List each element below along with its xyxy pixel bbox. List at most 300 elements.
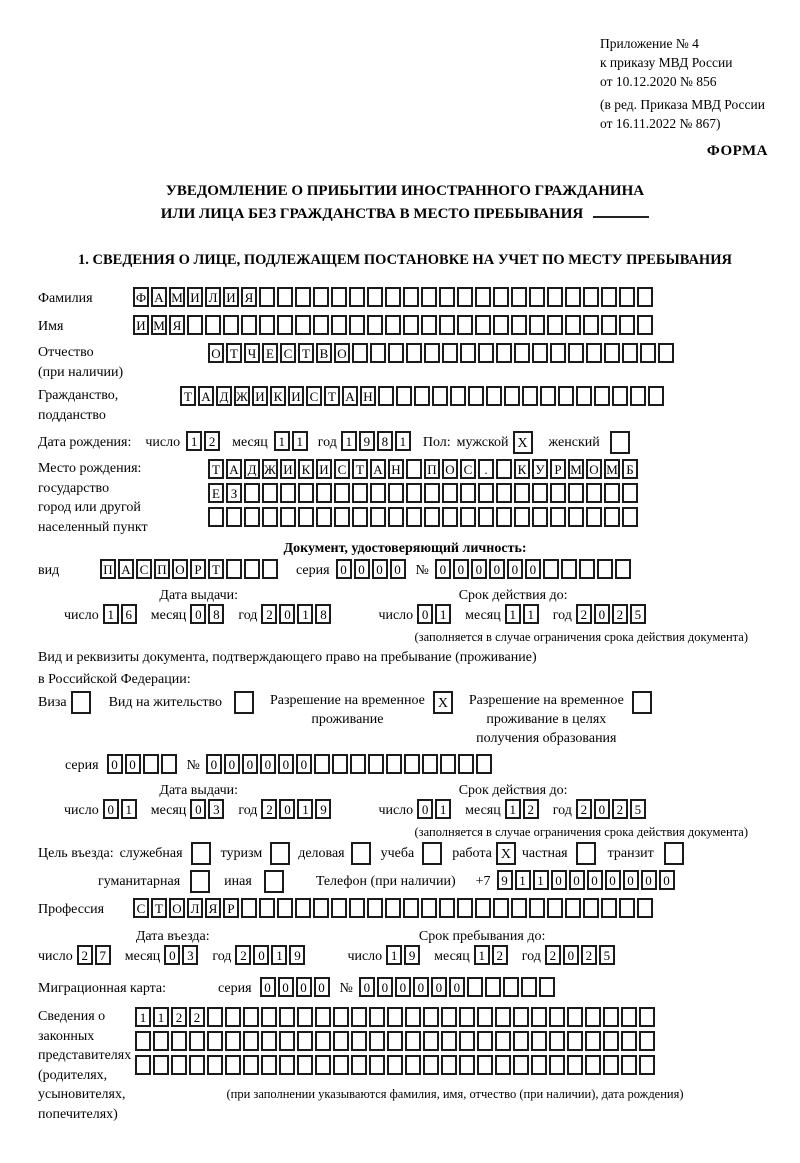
form-cell: 1 [386, 945, 402, 965]
form-cell [295, 898, 311, 918]
form-cell: 0 [359, 977, 375, 997]
form-cell [513, 1007, 529, 1027]
day-label: число [38, 949, 73, 964]
migration-series-cells [260, 977, 332, 997]
form-cell [226, 559, 242, 579]
form-cell [601, 898, 617, 918]
form-cell: И [223, 287, 239, 307]
form-cell: С [136, 559, 152, 579]
form-cell [243, 1031, 259, 1051]
form-cell [503, 977, 519, 997]
purpose-option-label: работа [452, 846, 492, 861]
entry-date-line [38, 945, 307, 969]
form-cell: 0 [417, 604, 433, 624]
form-cell: Р [223, 898, 239, 918]
form-cell [352, 483, 368, 503]
form-cell: О [334, 343, 350, 363]
identity-issue-year-cells [261, 604, 333, 624]
row-citizenship [38, 386, 772, 425]
form-cell [396, 386, 412, 406]
birth-place-label-line-4: населенный пункт [38, 519, 148, 535]
form-cell [262, 483, 278, 503]
sex-female-checkbox [610, 431, 632, 454]
form-cell [187, 315, 203, 335]
doc-type-cells [100, 559, 280, 579]
stay-month-cells [474, 945, 510, 965]
form-cell [442, 483, 458, 503]
appendix-block [600, 34, 772, 133]
form-cell [261, 1007, 277, 1027]
temp-residence-label-line-2: проживание [311, 712, 384, 727]
form-cell [496, 459, 512, 479]
form-cell: 2 [261, 604, 277, 624]
identity-valid-date-group [378, 587, 647, 628]
form-cell: 1 [435, 799, 451, 819]
form-cell [583, 315, 599, 335]
form-cell: 0 [587, 870, 603, 890]
form-cell [367, 315, 383, 335]
form-cell [234, 691, 254, 714]
form-cell [279, 1031, 295, 1051]
form-cell [531, 1007, 547, 1027]
form-cell [615, 559, 631, 579]
residence-valid-year-cells [576, 799, 648, 819]
birth-place-label-line-3: город или другой [38, 500, 141, 515]
patronymic-cells [208, 343, 676, 363]
name-cells [133, 315, 655, 335]
form-cell [459, 1031, 475, 1051]
form-cell [135, 1031, 151, 1051]
form-cell: 2 [171, 1007, 187, 1027]
row-residence-permit-types [38, 691, 772, 748]
form-cell: А [151, 287, 167, 307]
form-cell [298, 483, 314, 503]
form-cell [406, 507, 422, 527]
residence-issue-date-group [64, 782, 333, 823]
residence-valid-month-cells [505, 799, 541, 819]
legal-reps-label-line-3: представителях [38, 1048, 132, 1063]
phone-label: Телефон (при наличии) [315, 874, 456, 889]
form-cell: С [460, 459, 476, 479]
form-cell [332, 754, 348, 774]
form-cell [385, 315, 401, 335]
form-cell: 0 [563, 945, 579, 965]
form-cell [424, 483, 440, 503]
form-cell: Е [262, 343, 278, 363]
form-cell [262, 559, 278, 579]
identity-valid-year-cells [576, 604, 648, 624]
form-cell [261, 1055, 277, 1075]
form-cell [387, 1055, 403, 1075]
form-cell: Л [187, 898, 203, 918]
form-cell: 1 [474, 945, 490, 965]
form-cell: 2 [612, 799, 628, 819]
form-cell [567, 1007, 583, 1027]
form-cell: Б [622, 459, 638, 479]
form-cell [648, 386, 664, 406]
form-cell [388, 483, 404, 503]
form-cell: 5 [630, 799, 646, 819]
form-cell [547, 287, 563, 307]
form-cell [522, 386, 538, 406]
residence-series-cells [107, 754, 179, 774]
form-cell: Т [226, 343, 242, 363]
identity-issue-day-cells [103, 604, 139, 624]
form-cell [244, 507, 260, 527]
form-cell [295, 287, 311, 307]
form-cell [457, 315, 473, 335]
form-cell [550, 507, 566, 527]
form-cell [603, 1007, 619, 1027]
form-cell [350, 754, 366, 774]
form-cell [369, 1055, 385, 1075]
legal-reps-label-line-1: Сведения о [38, 1009, 106, 1024]
form-cell [333, 1055, 349, 1075]
form-cell [442, 507, 458, 527]
form-cell: К [514, 459, 530, 479]
form-cell: 0 [125, 754, 141, 774]
form-cell [477, 1031, 493, 1051]
form-cell: 1 [297, 799, 313, 819]
form-cell [514, 343, 530, 363]
form-cell [352, 343, 368, 363]
form-cell: 8 [377, 431, 393, 451]
form-cell [297, 1007, 313, 1027]
form-cell: Р [550, 459, 566, 479]
edu-residence-checkbox [632, 691, 654, 714]
stay-until-date-group [347, 928, 616, 969]
entry-year-cells [235, 945, 307, 965]
form-cell: 9 [315, 799, 331, 819]
form-cell [586, 483, 602, 503]
form-cell: 1 [103, 604, 119, 624]
purpose-business-checkbox [351, 842, 373, 865]
form-cell [370, 343, 386, 363]
legal-reps-cells-row-2 [135, 1031, 775, 1051]
form-cell [223, 315, 239, 335]
form-cell [586, 343, 602, 363]
purpose-option-label: туризм [220, 846, 263, 861]
form-cell [513, 1055, 529, 1075]
form-cell [619, 898, 635, 918]
form-cell [493, 315, 509, 335]
form-cell: X [433, 691, 453, 714]
form-cell [441, 1007, 457, 1027]
surname-cells [133, 287, 655, 307]
form-cell [597, 559, 613, 579]
residence-valid-line [378, 799, 647, 823]
form-cell: П [100, 559, 116, 579]
purpose-humanitarian-label: гуманитарная [98, 874, 181, 889]
form-cell: М [568, 459, 584, 479]
form-cell [460, 343, 476, 363]
form-cell [351, 1007, 367, 1027]
month-label: месяц [150, 608, 187, 623]
form-cell: 0 [390, 559, 406, 579]
form-cell: Ч [244, 343, 260, 363]
form-cell [632, 691, 652, 714]
year-label: год [521, 949, 541, 964]
form-cell [424, 343, 440, 363]
form-cell: 0 [489, 559, 505, 579]
form-cell [422, 842, 442, 865]
doc-series-cells [336, 559, 408, 579]
patronymic-label-line-1: Отчество [38, 345, 94, 360]
form-cell: А [342, 386, 358, 406]
entry-date-group [38, 928, 307, 969]
sex-male-checkbox [513, 431, 535, 454]
form-cell: 0 [605, 870, 621, 890]
residence-number-label: № [186, 758, 200, 773]
form-cell [568, 507, 584, 527]
form-cell [565, 287, 581, 307]
form-cell [279, 1007, 295, 1027]
form-cell [423, 1031, 439, 1051]
form-cell [297, 1031, 313, 1051]
form-cell [153, 1031, 169, 1051]
identity-valid-title: Срок действия до: [458, 588, 568, 603]
legal-reps-label-line-4: (родителях, [38, 1067, 108, 1083]
row-identity-doc-type [38, 559, 772, 583]
form-cell [529, 315, 545, 335]
form-cell [514, 483, 530, 503]
form-cell [171, 1031, 187, 1051]
residence-issue-month-cells [190, 799, 226, 819]
form-cell: 0 [417, 799, 433, 819]
residence-issue-title: Дата выдачи: [159, 783, 239, 798]
form-cell [496, 343, 512, 363]
form-cell: 9 [359, 431, 375, 451]
surname-label: Фамилия [38, 291, 93, 306]
form-cell: С [280, 343, 296, 363]
form-cell [567, 1031, 583, 1051]
form-cell [244, 559, 260, 579]
section1-title: 1. СВЕДЕНИЯ О ЛИЦЕ, ПОДЛЕЖАЩЕМ ПОСТАНОВКЕ НА УЧЕТ ПО МЕСТУ ПРЕБЫВАНИЯ [78, 252, 732, 268]
form-cell [441, 1055, 457, 1075]
form-cell [441, 1031, 457, 1051]
form-cell: 0 [296, 754, 312, 774]
patronymic-label-line-2: (при наличии) [38, 364, 124, 380]
form-cell: 2 [523, 799, 539, 819]
year-label: год [238, 608, 258, 623]
form-cell [385, 898, 401, 918]
form-cell [639, 1031, 655, 1051]
form-cell: 0 [278, 977, 294, 997]
form-cell [485, 977, 501, 997]
legal-reps-label [38, 1007, 135, 1124]
form-cell [478, 343, 494, 363]
form-cell: О [442, 459, 458, 479]
row-birth-date [38, 431, 772, 455]
edu-residence-label [469, 691, 624, 748]
form-cell [478, 483, 494, 503]
form-cell [550, 483, 566, 503]
year-label: год [552, 803, 572, 818]
legal-reps-label-line-6: попечителях) [38, 1106, 118, 1122]
form-cell: 9 [497, 870, 513, 890]
form-cell: 0 [354, 559, 370, 579]
form-cell: А [226, 459, 242, 479]
identity-valid-month-cells [505, 604, 541, 624]
form-cell: Т [324, 386, 340, 406]
form-cell [475, 315, 491, 335]
form-cell [511, 898, 527, 918]
residence-issue-line [64, 799, 333, 823]
form-cell [521, 977, 537, 997]
form-cell [531, 1031, 547, 1051]
form-cell: . [478, 459, 494, 479]
form-cell [622, 507, 638, 527]
month-label: месяц [150, 803, 187, 818]
form-cell [610, 431, 630, 454]
form-cell [558, 386, 574, 406]
form-cell: Ф [133, 287, 149, 307]
form-cell: 0 [641, 870, 657, 890]
form-cell [334, 483, 350, 503]
form-cell [637, 287, 653, 307]
form-cell [189, 1031, 205, 1051]
form-cell: М [169, 287, 185, 307]
form-cell [439, 898, 455, 918]
form-cell: А [118, 559, 134, 579]
sex-male-label: мужской [456, 435, 509, 450]
form-cell: 2 [189, 1007, 205, 1027]
form-cell [550, 343, 566, 363]
form-cell [476, 754, 492, 774]
form-cell [279, 1055, 295, 1075]
doc-series-label: серия [296, 563, 330, 578]
form-cell [486, 386, 502, 406]
form-cell [529, 898, 545, 918]
migration-series-label: серия [218, 981, 252, 996]
form-cell [405, 1031, 421, 1051]
form-cell [439, 315, 455, 335]
form-cell [423, 1055, 439, 1075]
birth-place-label-line-2: государство [38, 480, 110, 496]
day-label: число [64, 803, 99, 818]
identity-issue-date-group [64, 587, 333, 628]
form-cell [621, 1055, 637, 1075]
form-cell [352, 507, 368, 527]
form-cell [388, 507, 404, 527]
form-cell: 1 [292, 431, 308, 451]
edition-line-1: (в ред. Приказа МВД России [600, 97, 765, 112]
appendix-line-1: Приложение № 4 [600, 36, 699, 51]
birth-place-cells-row-1 [208, 459, 640, 479]
form-cell: 1 [523, 604, 539, 624]
form-cell [351, 842, 371, 865]
form-cell [368, 754, 384, 774]
form-cell: Д [216, 386, 232, 406]
form-cell: 0 [296, 977, 312, 997]
form-cell [478, 507, 494, 527]
form-cell [403, 898, 419, 918]
form-cell: З [226, 483, 242, 503]
edition-line-2: от 16.11.2022 № 867) [600, 116, 721, 131]
legal-reps-cells-row-1 [135, 1007, 775, 1027]
form-cell [621, 1007, 637, 1027]
form-cell: 8 [208, 604, 224, 624]
form-cell: 2 [545, 945, 561, 965]
form-cell: 0 [253, 945, 269, 965]
row-patronymic [38, 343, 772, 382]
form-cell: К [270, 386, 286, 406]
form-cell [640, 343, 656, 363]
name-label: Имя [38, 319, 64, 334]
form-cell: С [334, 459, 350, 479]
birth-day-cells [186, 431, 222, 451]
form-cell [604, 483, 620, 503]
form-cell: 0 [336, 559, 352, 579]
form-cell [637, 898, 653, 918]
form-cell [539, 977, 555, 997]
form-cell [421, 315, 437, 335]
form-cell: 0 [569, 870, 585, 890]
residence-issue-year-cells [261, 799, 333, 819]
identity-issue-line [64, 604, 333, 628]
title-line-1: УВЕДОМЛЕНИЕ О ПРИБЫТИИ ИНОСТРАННОГО ГРАЖДАНИНА [165, 183, 645, 199]
form-cell [459, 1055, 475, 1075]
form-cell: 1 [515, 870, 531, 890]
residence-doc-intro-2: в Российской Федерации: [38, 672, 191, 687]
sex-female-label: женский [548, 435, 600, 450]
form-cell [493, 287, 509, 307]
legal-reps-footnote: (при заполнении указываются фамилия, имя, отчество (при наличии), дата рождения) [226, 1087, 684, 1101]
form-cell [369, 1031, 385, 1051]
row-residence-series [38, 754, 772, 778]
form-cell [261, 1031, 277, 1051]
month-label: месяц [465, 608, 501, 623]
form-cell: 0 [525, 559, 541, 579]
form-cell [314, 754, 330, 774]
form-cell: В [316, 343, 332, 363]
residence-number-cells [206, 754, 494, 774]
form-cell [207, 1007, 223, 1027]
form-cell: 0 [453, 559, 469, 579]
birth-month-label: месяц [232, 435, 268, 450]
migration-number-cells [359, 977, 557, 997]
form-cell [331, 315, 347, 335]
form-cell [532, 507, 548, 527]
month-label: месяц [465, 803, 501, 818]
form-cell: К [298, 459, 314, 479]
form-cell [603, 1055, 619, 1075]
form-cell [504, 386, 520, 406]
form-cell [514, 507, 530, 527]
form-cell [316, 483, 332, 503]
form-cell [458, 754, 474, 774]
form-cell: 0 [164, 945, 180, 965]
form-cell [619, 287, 635, 307]
form-cell [403, 315, 419, 335]
form-cell: 2 [235, 945, 251, 965]
form-cell [406, 483, 422, 503]
form-cell [422, 754, 438, 774]
form-cell [259, 315, 275, 335]
form-cell [585, 1031, 601, 1051]
form-cell [459, 1007, 475, 1027]
doc-number-cells [435, 559, 633, 579]
entry-dates [38, 928, 772, 969]
form-cell: 1 [435, 604, 451, 624]
temp-residence-label [270, 691, 425, 729]
form-cell [622, 343, 638, 363]
birth-place-label-line-1: Место рождения: [38, 461, 142, 476]
form-cell: Т [298, 343, 314, 363]
form-cell: 0 [623, 870, 639, 890]
form-cell: 0 [107, 754, 123, 774]
form-cell: Л [205, 287, 221, 307]
